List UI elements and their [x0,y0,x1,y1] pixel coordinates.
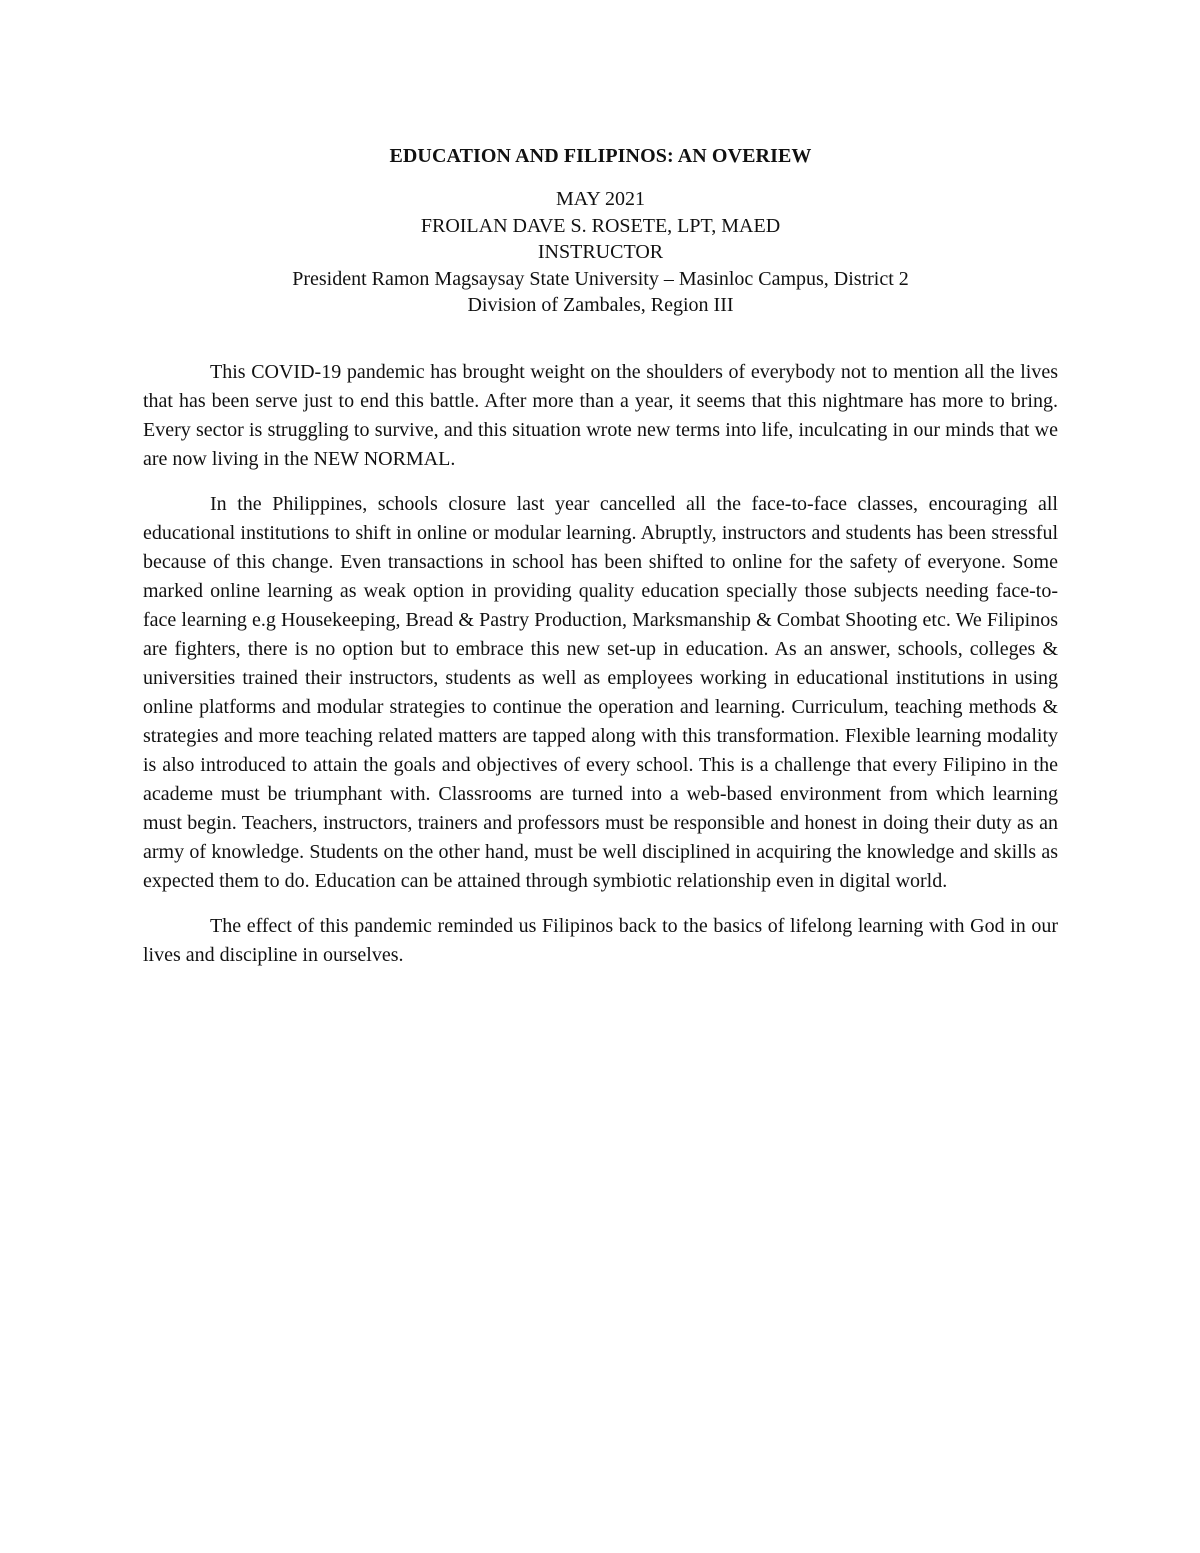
document-title: EDUCATION AND FILIPINOS: AN OVERIEW [389,145,812,167]
document-header-info [143,186,1058,319]
author-name: FROILAN DAVE S. ROSETE, LPT, MAED [420,214,781,237]
division-region: Division of Zambales, Region III [467,294,734,316]
body-paragraph: In the Philippines, schools closure last year cancelled all the face-to-face classes, encouraging all educational institutions to shift in online or modular learning. Abruptly, instructors and students has been stressful because of this change. Even transactions in school has been shifted to online for the safety of everyone. Some marked online learning as weak option in providing quality education specially those subjects needing face-to-face learning e.g Housekeeping, Bread & Pastry Production, Marksmanship & Combat Shooting etc. We Filipinos are fighters, there is no option but to embrace this new set-up in education. As an answer, schools, colleges & universities trained their instructors, students as well as employees working in educational institutions in using online platforms and modular strategies to continue the operation and learning. Curriculum, teaching methods & strategies and more teaching related matters are tapped along with this transformation. Flexible learning modality is also introduced to attain the goals and objectives of every school. This is a challenge that every Filipino in the academe must be triumphant with. Classrooms are turned into a web-based environment from which learning must begin. Teachers, instructors, trainers and professors must be responsible and honest in doing their duty as an army of knowledge. Students on the other hand, must be well disciplined in acquiring the knowledge and skills as expected them to do. Education can be attained through symbiotic relationship even in digital world. [143,492,1058,892]
document-date: MAY 2021 [555,188,646,210]
institution-name: President Ramon Magsaysay State University – Masinloc Campus, District 2 [292,267,909,290]
body-paragraph: The effect of this pandemic reminded us Filipinos back to the basics of lifelong learning with God in our lives and discipline in ourselves. [143,914,1058,966]
document-body [143,358,1058,970]
author-position: INSTRUCTOR [537,241,664,263]
document-page [143,142,1058,986]
body-paragraph: This COVID-19 pandemic has brought weight on the shoulders of everybody not to mention all the lives that has been serve just to end this battle. After more than a year, it seems that this nightmare has more to bring. Every sector is struggling to survive, and this situation wrote new terms into life, inculcating in our minds that we are now living in the NEW NORMAL. [143,360,1058,470]
